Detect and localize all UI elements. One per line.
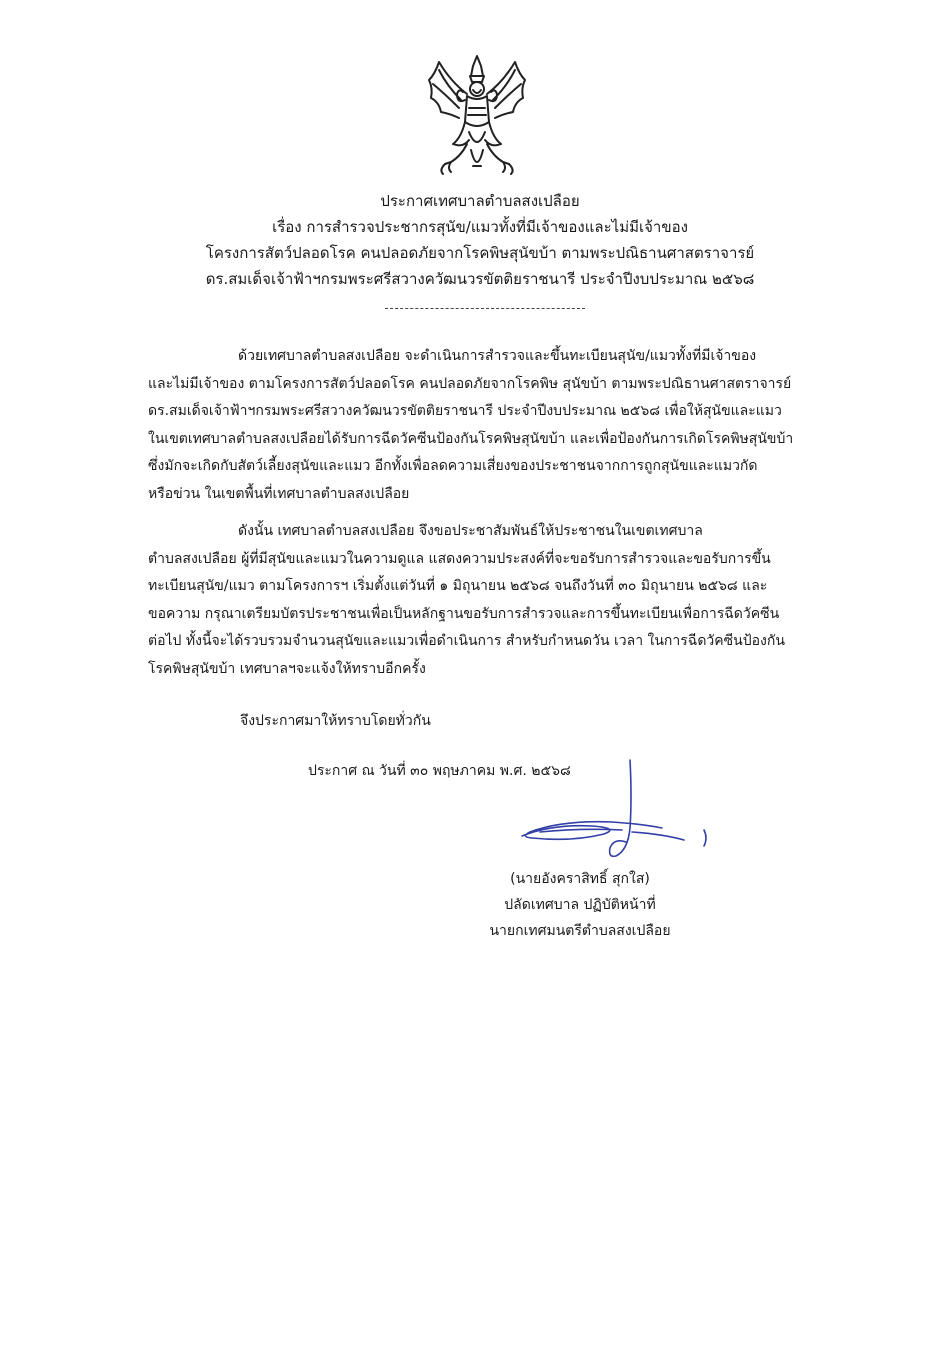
paragraph-line: ซึ่งมักจะเกิดกับสัตว์เลี้ยงสุนัขและแมว อีกทั้งเพื่อลดความเสี่ยงของประชาชนจากการถูกสุนัขและแมวกัด bbox=[148, 458, 758, 474]
signer-name: (นายอังคราสิทธิ์ สุกใส) bbox=[510, 871, 650, 887]
paragraph-line: ด้วยเทศบาลตำบลสงเปลือย จะดำเนินการสำรวจและขึ้นทะเบียนสุนัข/แมวทั้งที่มีเจ้าของ bbox=[238, 348, 757, 364]
paragraph-line: โรคพิษสุนัขบ้า เทศบาลฯจะแจ้งให้ทราบอีกครั้ง bbox=[148, 660, 426, 677]
announcement-date: ประกาศ ณ วันที่ ๓๐ พฤษภาคม พ.ศ. ๒๕๖๘ bbox=[308, 763, 571, 779]
heading-project-cont: ดร.สมเด็จเจ้าฟ้าฯกรมพระศรีสวางควัฒนวรขัตติยราชนารี ประจำปีงบประมาณ ๒๕๖๘ bbox=[205, 270, 755, 288]
heading-subject: เรื่อง การสำรวจประชากรสุนัข/แมวทั้งที่มีเจ้าของและไม่มีเจ้าของ bbox=[272, 218, 688, 236]
garuda-emblem-icon bbox=[421, 52, 533, 180]
heading-divider bbox=[385, 308, 585, 309]
paragraph-line: ดังนั้น เทศบาลตำบลสงเปลือย จึงขอประชาสัมพันธ์ให้ประชาชนในเขตเทศบาล bbox=[238, 523, 703, 539]
paragraph-intro bbox=[148, 343, 863, 508]
heading-project: โครงการสัตว์ปลอดโรค คนปลอดภัยจากโรคพิษสุนัขบ้า ตามพระปณิธานศาสตราจารย์ bbox=[205, 244, 755, 262]
closing-statement: จึงประกาศมาให้ทราบโดยทั่วกัน bbox=[240, 713, 431, 729]
handwritten-signature-icon bbox=[512, 758, 722, 868]
paragraph-line: ตำบลสงเปลือย ผู้ที่มีสุนัขและแมวในความดูแล แสดงความประสงค์ที่จะขอรับการสำรวจและขอรับการขึ้น bbox=[148, 550, 771, 567]
signer-position-title: นายกเทศมนตรีตำบลสงเปลือย bbox=[489, 923, 671, 939]
signer-block bbox=[470, 866, 690, 944]
heading-title: ประกาศเทศบาลตำบลสงเปลือย bbox=[380, 192, 580, 210]
paragraph-line: ทะเบียนสุนัข/แมว ตามโครงการฯ เริ่มตั้งแต่วันที่ ๑ มิถุนายน ๒๕๖๘ จนถึงวันที่ ๓๐ มิถุนายน ๒๕๖๘ และ bbox=[148, 578, 768, 594]
paragraph-line: และไม่มีเจ้าของ ตามโครงการสัตว์ปลอดโรค คนปลอดภัยจากโรคพิษ สุนัขบ้า ตามพระปณิธานศาสตราจารย์ bbox=[148, 375, 792, 392]
paragraph-line: ดร.สมเด็จเจ้าฟ้าฯกรมพระศรีสวางควัฒนวรขัตติยราชนารี ประจำปีงบประมาณ ๒๕๖๘ เพื่อให้สุนัขและแมว bbox=[148, 403, 782, 419]
paragraph-line: ในเขตเทศบาลตำบลสงเปลือยได้รับการฉีดวัคซีนป้องกันโรคพิษสุนัขบ้า และเพื่อป้องกันการเกิดโรคพิษสุนัขบ้า bbox=[148, 430, 794, 447]
paragraph-request bbox=[148, 518, 863, 683]
announcement-heading bbox=[100, 188, 860, 292]
paragraph-line: ขอความ กรุณาเตรียมบัตรประชาชนเพื่อเป็นหลักฐานขอรับการสำรวจและการขึ้นทะเบียนเพื่อการฉีดวัคซีน bbox=[148, 605, 780, 622]
paragraph-line: ต่อไป ทั้งนี้จะได้รวบรวมจำนวนสุนัขและแมวเพื่อดำเนินการ สำหรับกำหนดวัน เวลา ในการฉีดวัคซีนป้องกัน bbox=[148, 633, 785, 649]
paragraph-line: หรือข่วน ในเขตพื้นที่เทศบาลตำบลสงเปลือย bbox=[148, 485, 410, 502]
signer-position: ปลัดเทศบาล ปฏิบัติหน้าที่ bbox=[504, 897, 656, 913]
